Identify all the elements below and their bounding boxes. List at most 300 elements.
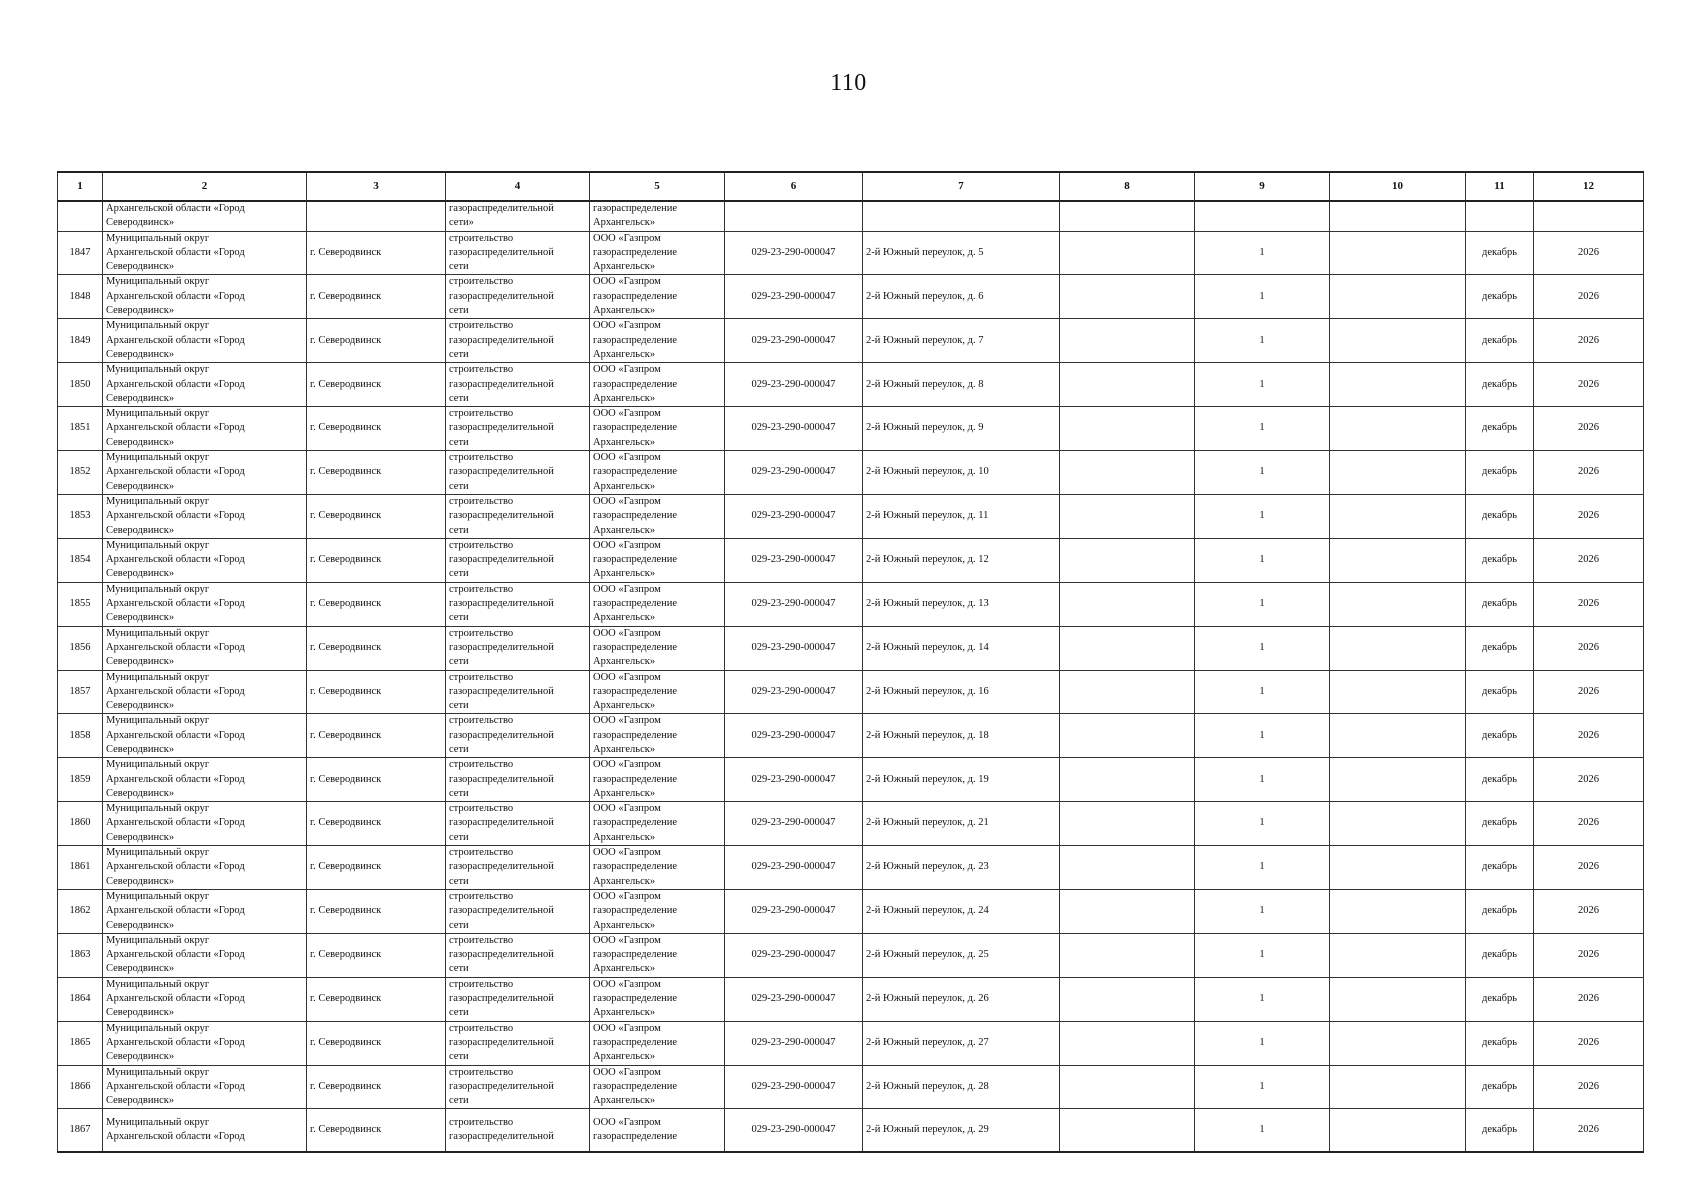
cell-org: [590, 933, 725, 977]
table-row: [58, 582, 1644, 626]
cell-col8: [1060, 201, 1195, 231]
table-row: [58, 538, 1644, 582]
cell-year: 2026: [1534, 1065, 1644, 1109]
cell-municipality: [103, 670, 307, 714]
text-line: строительство: [449, 934, 514, 946]
text-line: Муниципальный округ: [106, 1116, 210, 1128]
text-line: Архангельской области «Город: [106, 817, 245, 829]
cell-col10: [1330, 714, 1466, 758]
table-row: [58, 889, 1644, 933]
cell-number: 1849: [58, 319, 103, 363]
text-line: Северодвинск»: [106, 568, 175, 580]
cell-address: 2-й Южный переулок, д. 11: [863, 494, 1060, 538]
cell-municipality: [103, 582, 307, 626]
text-line: Архангельск»: [593, 700, 656, 712]
cell-col10: [1330, 977, 1466, 1021]
text-line: газораспределительной: [449, 246, 554, 258]
text-line: ООО «Газпром: [593, 934, 661, 946]
cell-code: 029-23-290-000047: [725, 363, 863, 407]
text-line: газораспределение: [593, 905, 678, 917]
cell-code: 029-23-290-000047: [725, 846, 863, 890]
cell-year: 2026: [1534, 758, 1644, 802]
cell-number: 1859: [58, 758, 103, 802]
text-line: сети: [449, 348, 469, 360]
text-line: газораспределение: [593, 729, 678, 741]
cell-year: 2026: [1534, 582, 1644, 626]
text-line: Муниципальный округ: [106, 627, 210, 639]
cell-work: [446, 363, 590, 407]
text-line: Архангельск»: [593, 963, 656, 975]
cell-org: [590, 201, 725, 231]
cell-year: 2026: [1534, 889, 1644, 933]
text-line: Северодвинск»: [106, 348, 175, 360]
text-line: ООО «Газпром: [593, 320, 661, 332]
cell-work: [446, 582, 590, 626]
text-line: Северодвинск»: [106, 612, 175, 624]
text-line: газораспределение: [593, 334, 678, 346]
text-line: газораспределительной: [449, 203, 554, 214]
cell-month: декабрь: [1466, 670, 1534, 714]
cell-municipality: [103, 494, 307, 538]
cell-code: 029-23-290-000047: [725, 582, 863, 626]
cell-number: 1854: [58, 538, 103, 582]
cell-address: 2-й Южный переулок, д. 16: [863, 670, 1060, 714]
cell-month: декабрь: [1466, 407, 1534, 451]
text-line: Северодвинск»: [106, 700, 175, 712]
cell-quantity: 1: [1195, 933, 1330, 977]
text-line: газораспределительной: [449, 729, 554, 741]
text-line: строительство: [449, 803, 514, 815]
text-line: ООО «Газпром: [593, 539, 661, 551]
cell-municipality: [103, 275, 307, 319]
cell-year: 2026: [1534, 231, 1644, 275]
cell-org: [590, 582, 725, 626]
text-line: Архангельской области «Город: [106, 290, 245, 302]
cell-city: [307, 201, 446, 231]
cell-city: г. Северодвинск: [307, 407, 446, 451]
table-row: [58, 363, 1644, 407]
cell-number: 1863: [58, 933, 103, 977]
cell-col10: [1330, 363, 1466, 407]
cell-code: 029-23-290-000047: [725, 231, 863, 275]
cell-code: 029-23-290-000047: [725, 1109, 863, 1152]
cell-municipality: [103, 626, 307, 670]
text-line: газораспределительной: [449, 378, 554, 390]
cell-year: 2026: [1534, 802, 1644, 846]
cell-code: 029-23-290-000047: [725, 319, 863, 363]
text-line: газораспределение: [593, 1036, 678, 1048]
column-header: 4: [446, 172, 590, 201]
cell-quantity: 1: [1195, 407, 1330, 451]
cell-code: 029-23-290-000047: [725, 451, 863, 495]
text-line: Муниципальный округ: [106, 276, 210, 288]
cell-city: г. Северодвинск: [307, 319, 446, 363]
cell-number: 1847: [58, 231, 103, 275]
cell-year: 2026: [1534, 846, 1644, 890]
cell-address: 2-й Южный переулок, д. 6: [863, 275, 1060, 319]
cell-col8: [1060, 626, 1195, 670]
text-line: газораспределительной: [449, 949, 554, 961]
text-line: сети: [449, 261, 469, 273]
cell-col10: [1330, 846, 1466, 890]
cell-month: декабрь: [1466, 494, 1534, 538]
text-line: Северодвинск»: [106, 524, 175, 536]
cell-col10: [1330, 582, 1466, 626]
cell-code: 029-23-290-000047: [725, 1065, 863, 1109]
column-header: 8: [1060, 172, 1195, 201]
table-row: [58, 231, 1644, 275]
cell-month: декабрь: [1466, 933, 1534, 977]
cell-month: декабрь: [1466, 977, 1534, 1021]
cell-work: [446, 889, 590, 933]
text-line: строительство: [449, 715, 514, 727]
text-line: сети: [449, 700, 469, 712]
text-line: Архангельской области «Город: [106, 905, 245, 917]
cell-year: 2026: [1534, 319, 1644, 363]
text-line: Муниципальный округ: [106, 890, 210, 902]
text-line: Муниципальный округ: [106, 495, 210, 507]
text-line: Северодвинск»: [106, 919, 175, 931]
table-row: [58, 319, 1644, 363]
cell-month: декабрь: [1466, 231, 1534, 275]
cell-work: [446, 802, 590, 846]
cell-org: [590, 1021, 725, 1065]
text-line: газораспределение: [593, 466, 678, 478]
cell-month: декабрь: [1466, 846, 1534, 890]
text-line: строительство: [449, 627, 514, 639]
cell-year: 2026: [1534, 494, 1644, 538]
cell-quantity: 1: [1195, 802, 1330, 846]
cell-code: 029-23-290-000047: [725, 758, 863, 802]
cell-col10: [1330, 933, 1466, 977]
cell-work: [446, 1109, 590, 1152]
cell-col12: [1534, 201, 1644, 231]
cell-quantity: 1: [1195, 889, 1330, 933]
text-line: газораспределительной: [449, 641, 554, 653]
text-line: строительство: [449, 890, 514, 902]
text-line: сети: [449, 656, 469, 668]
cell-year: 2026: [1534, 626, 1644, 670]
cell-number: [58, 201, 103, 231]
text-line: Архангельской области «Город: [106, 246, 245, 258]
text-line: сети: [449, 568, 469, 580]
text-line: ООО «Газпром: [593, 276, 661, 288]
column-header: 11: [1466, 172, 1534, 201]
text-line: Архангельской области «Город: [106, 466, 245, 478]
text-line: строительство: [449, 978, 514, 990]
cell-municipality: [103, 802, 307, 846]
cell-municipality: [103, 1065, 307, 1109]
table-row: [58, 714, 1644, 758]
cell-number: 1848: [58, 275, 103, 319]
cell-code: [725, 201, 863, 231]
text-line: Северодвинск»: [106, 392, 175, 404]
cell-code: 029-23-290-000047: [725, 933, 863, 977]
text-line: Муниципальный округ: [106, 583, 210, 595]
cell-org: [590, 758, 725, 802]
cell-quantity: 1: [1195, 319, 1330, 363]
cell-month: декабрь: [1466, 319, 1534, 363]
cell-work: [446, 670, 590, 714]
cell-col8: [1060, 758, 1195, 802]
cell-col8: [1060, 275, 1195, 319]
cell-code: 029-23-290-000047: [725, 626, 863, 670]
text-line: Архангельской области «Город: [106, 1080, 245, 1092]
cell-quantity: 1: [1195, 275, 1330, 319]
column-header: 5: [590, 172, 725, 201]
cell-col8: [1060, 363, 1195, 407]
text-line: газораспределительной: [449, 466, 554, 478]
text-line: ООО «Газпром: [593, 1022, 661, 1034]
text-line: сети: [449, 524, 469, 536]
cell-col10: [1330, 1109, 1466, 1152]
text-line: сети»: [449, 217, 474, 229]
cell-org: [590, 714, 725, 758]
column-header: 2: [103, 172, 307, 201]
cell-col8: [1060, 494, 1195, 538]
cell-number: 1851: [58, 407, 103, 451]
cell-org: [590, 494, 725, 538]
cell-address: 2-й Южный переулок, д. 19: [863, 758, 1060, 802]
cell-work: [446, 1021, 590, 1065]
text-line: газораспределение: [593, 817, 678, 829]
text-line: Муниципальный округ: [106, 978, 210, 990]
text-line: газораспределительной: [449, 510, 554, 522]
text-line: Архангельской области «Город: [106, 773, 245, 785]
text-line: газораспределительной: [449, 993, 554, 1005]
cell-col8: [1060, 889, 1195, 933]
cell-month: декабрь: [1466, 1109, 1534, 1152]
cell-work: [446, 714, 590, 758]
column-number-row: [58, 172, 1644, 201]
cell-year: 2026: [1534, 275, 1644, 319]
text-line: газораспределение: [593, 246, 678, 258]
cell-number: 1865: [58, 1021, 103, 1065]
text-line: газораспределительной: [449, 685, 554, 697]
table-row: [58, 1109, 1644, 1152]
text-line: Северодвинск»: [106, 1095, 175, 1107]
text-line: ООО «Газпром: [593, 232, 661, 244]
cell-work: [446, 407, 590, 451]
text-line: Северодвинск»: [106, 875, 175, 887]
cell-quantity: 1: [1195, 1021, 1330, 1065]
cell-city: г. Северодвинск: [307, 363, 446, 407]
text-line: газораспределение: [593, 290, 678, 302]
text-line: сети: [449, 1095, 469, 1107]
text-line: газораспределение: [593, 685, 678, 697]
cell-city: г. Северодвинск: [307, 538, 446, 582]
cell-city: г. Северодвинск: [307, 582, 446, 626]
text-line: Архангельск»: [593, 217, 656, 229]
text-line: Муниципальный округ: [106, 1066, 210, 1078]
text-line: Северодвинск»: [106, 1051, 175, 1063]
text-line: Архангельской области «Город: [106, 1131, 245, 1143]
text-line: сети: [449, 392, 469, 404]
cell-col10: [1330, 275, 1466, 319]
cell-col8: [1060, 714, 1195, 758]
cell-work: [446, 538, 590, 582]
text-line: Архангельск»: [593, 612, 656, 624]
cell-code: 029-23-290-000047: [725, 407, 863, 451]
text-line: Архангельской области «Город: [106, 641, 245, 653]
text-line: ООО «Газпром: [593, 847, 661, 859]
text-line: газораспределение: [593, 203, 678, 214]
cell-code: 029-23-290-000047: [725, 802, 863, 846]
cell-number: 1852: [58, 451, 103, 495]
text-line: Муниципальный округ: [106, 934, 210, 946]
text-line: газораспределительной: [449, 554, 554, 566]
text-line: Архангельск»: [593, 656, 656, 668]
text-line: Архангельск»: [593, 436, 656, 448]
text-line: Архангельской области «Город: [106, 422, 245, 434]
cell-month: декабрь: [1466, 1021, 1534, 1065]
cell-address: 2-й Южный переулок, д. 29: [863, 1109, 1060, 1152]
text-line: Архангельск»: [593, 743, 656, 755]
text-line: Архангельской области «Город: [106, 598, 245, 610]
cell-city: г. Северодвинск: [307, 494, 446, 538]
cell-city: г. Северодвинск: [307, 451, 446, 495]
text-line: Муниципальный округ: [106, 847, 210, 859]
text-line: Муниципальный округ: [106, 232, 210, 244]
cell-code: 029-23-290-000047: [725, 889, 863, 933]
column-header: 6: [725, 172, 863, 201]
cell-quantity: 1: [1195, 846, 1330, 890]
text-line: Муниципальный округ: [106, 320, 210, 332]
text-line: Северодвинск»: [106, 305, 175, 317]
text-line: строительство: [449, 583, 514, 595]
cell-year: 2026: [1534, 1109, 1644, 1152]
cell-col10: [1330, 407, 1466, 451]
table-header: [58, 172, 1644, 201]
cell-number: 1853: [58, 494, 103, 538]
text-line: Северодвинск»: [106, 963, 175, 975]
text-line: Архангельск»: [593, 305, 656, 317]
cell-city: г. Северодвинск: [307, 1109, 446, 1152]
text-line: Архангельск»: [593, 261, 656, 273]
cell-col8: [1060, 1109, 1195, 1152]
cell-year: 2026: [1534, 451, 1644, 495]
cell-number: 1867: [58, 1109, 103, 1152]
text-line: Архангельской области «Город: [106, 685, 245, 697]
text-line: Архангельск»: [593, 392, 656, 404]
cell-number: 1860: [58, 802, 103, 846]
text-line: Северодвинск»: [106, 656, 175, 668]
text-line: строительство: [449, 232, 514, 244]
column-header: 10: [1330, 172, 1466, 201]
text-line: строительство: [449, 276, 514, 288]
text-line: сети: [449, 1007, 469, 1019]
cell-month: декабрь: [1466, 451, 1534, 495]
text-line: строительство: [449, 671, 514, 683]
cell-city: г. Северодвинск: [307, 1021, 446, 1065]
text-line: газораспределение: [593, 861, 678, 873]
cell-work: [446, 231, 590, 275]
column-header: 9: [1195, 172, 1330, 201]
cell-municipality: [103, 758, 307, 802]
cell-org: [590, 1109, 725, 1152]
text-line: газораспределительной: [449, 334, 554, 346]
cell-work: [446, 933, 590, 977]
text-line: ООО «Газпром: [593, 803, 661, 815]
cell-org: [590, 846, 725, 890]
cell-city: г. Северодвинск: [307, 231, 446, 275]
text-line: ООО «Газпром: [593, 583, 661, 595]
cell-year: 2026: [1534, 977, 1644, 1021]
text-line: Архангельской области «Город: [106, 203, 245, 214]
text-line: строительство: [449, 1116, 514, 1128]
text-line: строительство: [449, 495, 514, 507]
cell-month: декабрь: [1466, 714, 1534, 758]
cell-quantity: 1: [1195, 363, 1330, 407]
cell-address: 2-й Южный переулок, д. 12: [863, 538, 1060, 582]
cell-city: г. Северодвинск: [307, 275, 446, 319]
cell-municipality: [103, 407, 307, 451]
cell-quantity: 1: [1195, 670, 1330, 714]
cell-col10: [1330, 670, 1466, 714]
table-row: [58, 1021, 1644, 1065]
cell-col8: [1060, 231, 1195, 275]
text-line: газораспределение: [593, 949, 678, 961]
text-line: газораспределение: [593, 641, 678, 653]
cell-col8: [1060, 670, 1195, 714]
text-line: Архангельской области «Город: [106, 378, 245, 390]
text-line: газораспределение: [593, 422, 678, 434]
text-line: Северодвинск»: [106, 436, 175, 448]
cell-work: [446, 1065, 590, 1109]
cell-municipality: [103, 846, 307, 890]
cell-municipality: [103, 1109, 307, 1152]
text-line: Архангельск»: [593, 524, 656, 536]
text-line: Архангельск»: [593, 919, 656, 931]
text-line: газораспределение: [593, 1080, 678, 1092]
cell-address: 2-й Южный переулок, д. 9: [863, 407, 1060, 451]
text-line: газораспределительной: [449, 598, 554, 610]
cell-code: 029-23-290-000047: [725, 670, 863, 714]
text-line: строительство: [449, 364, 514, 376]
text-line: Архангельск»: [593, 348, 656, 360]
text-line: Северодвинск»: [106, 1007, 175, 1019]
cell-org: [590, 889, 725, 933]
cell-col8: [1060, 846, 1195, 890]
text-line: Муниципальный округ: [106, 671, 210, 683]
cell-org: [590, 275, 725, 319]
text-line: ООО «Газпром: [593, 408, 661, 420]
text-line: Архангельской области «Город: [106, 510, 245, 522]
page-number: 110: [830, 70, 867, 96]
cell-quantity: 1: [1195, 714, 1330, 758]
text-line: ООО «Газпром: [593, 715, 661, 727]
text-line: сети: [449, 305, 469, 317]
cell-col10: [1330, 319, 1466, 363]
cell-number: 1861: [58, 846, 103, 890]
cell-quantity: 1: [1195, 451, 1330, 495]
cell-address: 2-й Южный переулок, д. 8: [863, 363, 1060, 407]
text-line: Северодвинск»: [106, 787, 175, 799]
table-row: [58, 802, 1644, 846]
table-row: [58, 407, 1644, 451]
cell-col8: [1060, 538, 1195, 582]
cell-quantity: 1: [1195, 538, 1330, 582]
text-line: Архангельск»: [593, 1007, 656, 1019]
cell-work: [446, 275, 590, 319]
cell-month: декабрь: [1466, 538, 1534, 582]
cell-address: 2-й Южный переулок, д. 24: [863, 889, 1060, 933]
cell-city: г. Северодвинск: [307, 670, 446, 714]
cell-col10: [1330, 889, 1466, 933]
cell-address: 2-й Южный переулок, д. 25: [863, 933, 1060, 977]
cell-code: 029-23-290-000047: [725, 977, 863, 1021]
cell-address: 2-й Южный переулок, д. 28: [863, 1065, 1060, 1109]
